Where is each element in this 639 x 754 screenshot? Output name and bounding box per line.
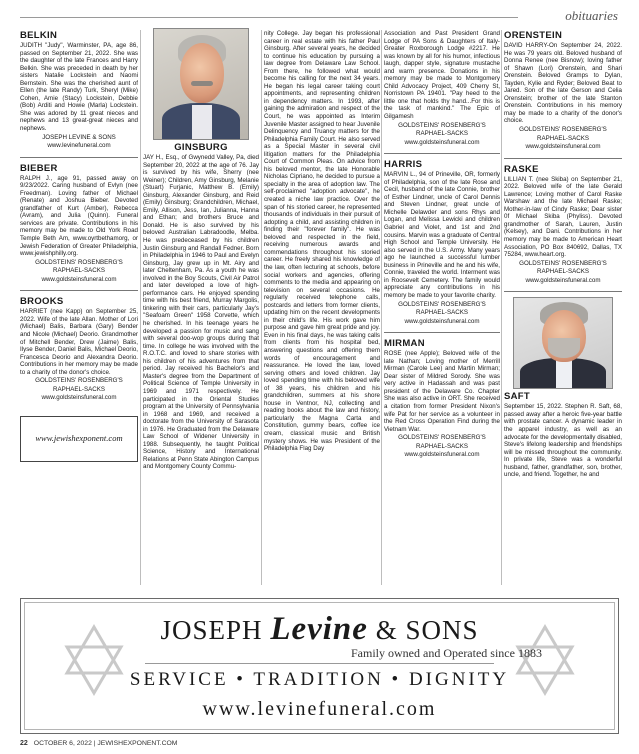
obituary-name: GINSBURG [174, 142, 228, 153]
ad-logo-levine: Levine [270, 611, 368, 647]
obituary-text: HARRIET (nee Kapp) on September 25, 2022. Wife of the late Allan. Mother of Lori (Michael) Balis, Barbara (Gary) Bender and Nicole (Michael) Deorio. Grandmother of Mitchell Bender, Drew (Jaime) Balis, Ilyse Bender, Daniel Balis, Michael Deorio, Francesca Deorio and Alexandra Deorio. Contributions in her memory may be made to a charity of the donor's choice. [20, 308, 138, 376]
obituary-name: RASKE [504, 163, 539, 175]
funeral-home-url: www.goldsteinsfuneral.com [41, 394, 117, 402]
page-footer [20, 740, 177, 747]
section-header [20, 10, 618, 24]
obituary-brooks [20, 296, 138, 402]
obituary-divider [384, 153, 500, 154]
obituary-harris [384, 159, 500, 325]
funeral-home-url: www.goldsteinsfuneral.com [41, 275, 117, 283]
funeral-home: RAPHAEL-SACKS [416, 442, 468, 450]
obituary-text: DAVID HARRY-On September 24, 2022. He was 79 years old. Beloved husband of Donna Renee (nee Bisnow); loving father of Shawn (Lori) Orenstein, and Shari Orenstein. Beloved Gramps to Dylan, Tayden, Kylie and Ryder; Beloved Beat to Jared. Son of the late Gerson and Celia Orenstein; brother of the late Stanton Orenstein. Contributions in his memory may be made to a charity of the donor's choice. [504, 42, 622, 125]
obituary-divider [20, 290, 138, 291]
website-link-box[interactable]: www.jewishexponent.com [20, 416, 138, 462]
obituary-text-continued: nity College. Jay began his professional career in real estate with his father Paul Ginsburg. After several years, he decided to continue his education by pursuing a law degree from Delaware Law School. From there, he followed what would become his calling for the next 34 years. He began his legal career taking court appointments, and representing children in dependency matters. In 1993, after gaining the admiration and respect of the Court, he was appointed as Interim Juvenile Master assigned to hear Juvenile Delinquency and Truancy matters for the Philadelphia Family Court. He also served as a Special Master in several civil litigation matters for the Philadelphia Court of Common Pleas. On advice from his beloved mentor, the late Honorable Nicholas Cipriano, he decided to pursue a specialty in the area of adoption law. The self-proclaimed "adoption advocate", he created a niche law practice. Over the span of his storied career, he represented thousands of individuals in their pursuit of adopting a child, and assisting children in finding their "forever family". He was beloved and respected in the field, receiving numerous awards and commendations throughout his storied career. He freely shared his knowledge of the law, often lecturing at schools, before social workers and agencies, offering comments to the media and appearing on television on several occasions. He regularly received telephone calls, postcards and letters from former clients, updating him on the recent developments in their child's life. His work gave him purpose and gave him great pride and joy. Even in his final days, he was taking calls from clients from his hospital bed, answering questions and offering them words of encouragement and reassurance. He loved the law, loved serving others and loved children. Jay loved spending time with his beloved wife of 38 years, his children and his grandchildren, summers at his shore house in Ventnor, NJ, collecting and reading books about the law and history, particularly the Magna Carta and Constitution, gummy bears, coffee ice cream, classical music and British mystery shows. He was President of the Philadelphia Flag Day [264, 30, 380, 453]
ad-logo-joseph: JOSEPH [160, 615, 263, 645]
ad-subline: Family owned and Operated since 1883 [351, 646, 542, 660]
funeral-home: GOLDSTEINS' ROSENBERG'S [398, 121, 486, 129]
footer-text: OCTOBER 6, 2022 | JEWISHEXPONENT.COM [33, 740, 178, 747]
funeral-home-url: www.goldsteinsfuneral.com [404, 138, 480, 146]
page-number: 22 [20, 740, 28, 747]
section-tag: obituaries [561, 8, 618, 24]
obituary-orenstein [504, 30, 622, 151]
column-5 [504, 30, 622, 479]
funeral-home: RAPHAEL-SACKS [416, 309, 468, 317]
obituary-text: JUDITH "Judy", Warminster, PA, age 86, passed on September 21, 2022. She was the daughter of the late Frances and Harry Belkin. She was preceded in death by her sisters Natalie Lockstein and Naomi Bernstein. She was the cherished aunt of Ellen (the late Randy) Turk, Sheryl (Mike) Cohen, Amie (Stacy) Lockstein, Debbie (Bob) Arditi and Howie (Marla) Lockstein. She was adored by 11 great nieces and nephews and 13 great-great nieces and nephews. [20, 42, 138, 133]
obituary-mirman [384, 338, 500, 459]
obituary-bieber [20, 163, 138, 284]
funeral-home: GOLDSTEINS' ROSENBERG'S [35, 377, 123, 385]
obituary-divider [504, 158, 622, 159]
funeral-home: GOLDSTEINS' ROSENBERG'S [398, 300, 486, 308]
column-2 [143, 28, 259, 471]
funeral-home: RAPHAEL-SACKS [537, 134, 589, 142]
obituary-text: MARVIN L., 94 of Prineville, OR, formerly of Philadelphia, son of the late Rose and Cecil, husband of the late Connie, brother of Esther Lindner, uncle of Carol Dennis and Steven Lindner, great uncle of Michelle Delawder and sons Rhys and Logan, and Melissa Lewicki and children Gabriel and Violet, and 1st and 2nd cousins. Marvin was a graduate of Central High School and Temple University. He also served in the U.S. Army. Many years ago he launched a successful lumber business in Prineville and he and his wife, Connie, traveled the world. Interment was in Roosevelt Cemetery. The family would appreciate any contributions in his memory be made to your favorite charity. [384, 171, 500, 299]
funeral-home: RAPHAEL-SACKS [53, 385, 105, 393]
obituary-name: BELKIN [20, 30, 58, 41]
obituary-text: RALPH J., age 91, passed away on 9/23/2022. Caring husband of Evlyn (nee Freedman). Loving father of Michael (Renate) and Joshua Bieber. Devoted grandfather of Kurt (Amber), Rebecca (Avram), and Julia (Quinn). Funeral services are private. Contributions in his memory may be made to Old York Road Temple Beth Am, www.oyrtbethamorg, or Jewish Federation of Greater Philadelphia, www.jewishphilly.org. [20, 174, 138, 258]
funeral-home-url: www.goldsteinsfuneral.com [404, 451, 480, 459]
ad-url[interactable]: www.levinefuneral.com [202, 698, 437, 720]
funeral-home-advertisement [20, 598, 619, 734]
obituary-text: ROSE (nee Apple); Beloved wife of the late Nathan; Loving mother of Merrill Mirman (Carole Lee) and Martin Mirman; Dear sister of Mildred Sorody. She was very active in Hadassah and was past president of the Delaware Co. Chapter She was also active in ORT. She received a citation from former President Nixon's wife Pat for her service as a volunteer in the Red Cross Operation Find during the Vietnam War. [384, 350, 500, 433]
column-divider [381, 30, 382, 585]
obituary-text-continued: Association and Past President Grand Lodge of PA Sons & Daughters of Italy- Greater Roxborough Lodge #2217. He was known by all for his humor, infectious laugh, dapper style, signature mustache and warm presence. Donations in his memory may be made to Montgomery Child Advocacy Project, 409 Cherry St, Norristown PA 19401. "Pay heed to the little one that holds thy hand...For this is the task of mankind." The Epic of Gilgamesh [384, 30, 500, 121]
obituary-divider [384, 332, 500, 333]
obituary-text: JAY H., Esq., of Gwynedd Valley, Pa, died September 20, 2022 at the age of 76. Jay is survived by his wife, Sherry (nee Weiner); Children, Amy Ginsburg, Melanie (Stuart) Furjanic, Matthew B. (Emily) Ginsburg, Alexander Ginsburg, and Reid (Emily) Ginsburg; Grandchildren, Michael, Emily, Allison, Jess, Ian, Julianna, Hanna and Ethan; and brothers Bruce and Donald. He is also survived by his beloved Australian Labradoodle, Melba. He was predeceased by his children Justin Ginsburg and Randall Fedner. Born in Philadelphia in 1946 to Paul and Evelyn Ginsburg, Jay grew up in Mt. Airy and later Cheltenham, Pa. As a youth he was involved in the Boy Scouts, Civil Air Patrol and later developed a love of high-performance cars. He enjoyed spending time with his best friend, Murray Margolis, tinkering with their cars, particularly Jay's "Seafoam Green" 1958 Corvette, which he cherished. In his teenage years he developed a passion for music and sang with several doo-wop groups during that time. In college he was involved with the R.O.T.C. and loved to share stories with his children of his adventures from that period. Jay received his Bachelor's and Master's degree from the Department of Political Science of Temple University in 1969 and 1971 respectively. He participated in the Oriental Studies program at the University of Pennsylvania in 1968 and 1969, and received a doctorate from the University of Sarasota in 1976. He Graduated from the Delaware Law School of Widener University in 1988. Subsequently, he taught Political Science, History and International Relations at Penn State Abington Campus and Montgomery County Commu- [143, 154, 259, 471]
funeral-home: RAPHAEL-SACKS [416, 130, 468, 138]
ad-logo-sons: & SONS [375, 615, 479, 645]
portrait-photo-ginsburg [153, 28, 249, 140]
funeral-home: RAPHAEL-SACKS [537, 268, 589, 276]
funeral-home-url: www.levinefuneral.com [47, 142, 111, 150]
column-4 [384, 30, 500, 459]
funeral-home: JOSEPH LEVINE & SONS [42, 133, 116, 141]
ad-rule [145, 663, 494, 664]
obituary-divider [504, 291, 622, 292]
column-divider [501, 30, 502, 585]
obituary-text: September 15, 2022. Stephen R. Saft, 68, passed away after a heroic five-year battle with prostate cancer. A dynamic leader in the apparel industry, as well as an advocate for the developmentally disabled, Steve's lifelong leadership and friendships will be missed throughout the community. In private life, Steve was a wonderful husband, father, grandfather, son, brother, uncle, and friend. Together, he and [504, 403, 622, 479]
funeral-home-url: www.goldsteinsfuneral.com [404, 317, 480, 325]
funeral-home: GOLDSTEINS' ROSENBERG'S [519, 126, 607, 134]
obituary-name: BROOKS [20, 296, 64, 308]
funeral-home: RAPHAEL-SACKS [53, 267, 105, 275]
ad-logo [21, 611, 618, 648]
obituary-raske [504, 164, 622, 285]
funeral-home: GOLDSTEINS' ROSENBERG'S [519, 259, 607, 267]
obituary-saft [504, 391, 622, 478]
portrait-photo-saft [513, 297, 613, 389]
obituary-name: ORENSTEIN [504, 30, 563, 41]
section-rule [20, 17, 518, 18]
funeral-home-url: www.goldsteinsfuneral.com [525, 143, 601, 151]
obituary-belkin [20, 30, 138, 150]
obituary-divider [20, 157, 138, 158]
ad-tagline: SERVICE • TRADITION • DIGNITY [129, 669, 510, 690]
column-divider [261, 30, 262, 585]
obituary-name: SAFT [504, 391, 531, 403]
obituary-name: MIRMAN [384, 338, 425, 350]
obituary-name: BIEBER [20, 162, 58, 174]
column-divider [140, 30, 141, 585]
obituary-text: LILLIAN T. (nee Skiba) on September 21, 2022. Beloved wife of the late Gerald Lawrence; Loving mother of Carol Raske Warshaw and the late Michael Raske; Mother-in-law of Cindy Raske; Dear sister 0f Michael Skiba (Phyliss). Devoted grandmother of Sarah, Lauren, Justin (Kelsey), and Dani. Contributions in her memory may be made to American Heart Association, PO Box 840692, Dallas, TX 75284, www.heart.org. [504, 175, 622, 259]
obituary-name: HARRIS [384, 159, 423, 171]
funeral-home: GOLDSTEINS' ROSENBERG'S [35, 258, 123, 266]
funeral-home: GOLDSTEINS' ROSENBERG'S [398, 434, 486, 442]
funeral-home-url: www.goldsteinsfuneral.com [525, 276, 601, 284]
column-1 [20, 30, 138, 462]
column-3 [264, 30, 380, 453]
